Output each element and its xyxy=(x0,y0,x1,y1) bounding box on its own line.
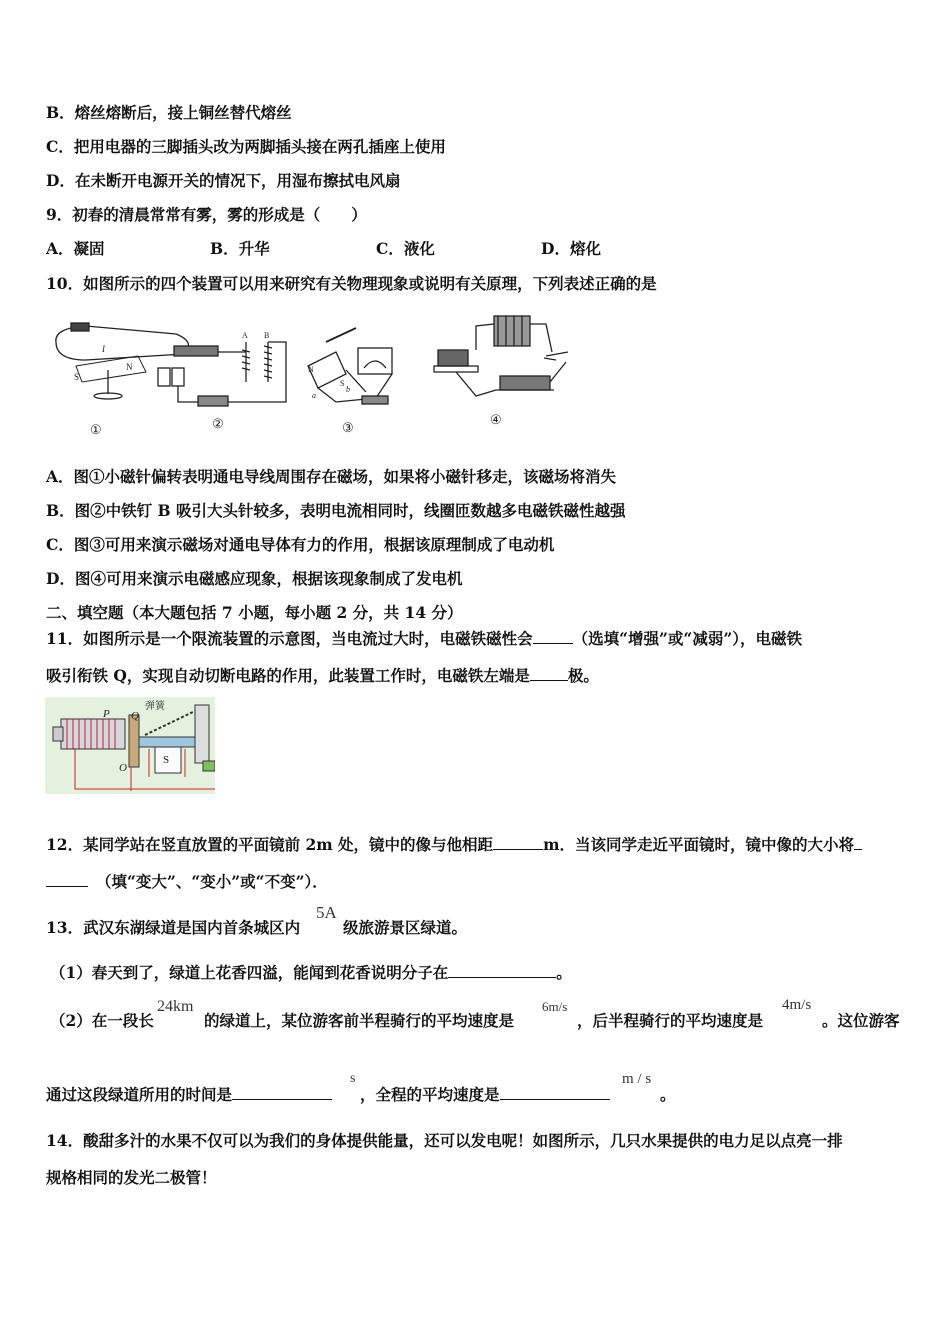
q10-option-a: A．图①小磁针偏转表明通电导线周围存在磁场，如果将小磁针移走，该磁场将消失 xyxy=(46,467,617,486)
q12-text-1a: 12．某同学站在竖直放置的平面镜前 2m 处，镜中的像与他相距 xyxy=(46,835,494,854)
q11-label-p: P xyxy=(103,708,110,720)
q14-line-2: 规格相同的发光二极管！ xyxy=(46,1168,217,1187)
q13-stem-unit: 5A xyxy=(316,903,337,922)
figure-label-3: ③ xyxy=(342,420,354,435)
q11-line-2 xyxy=(46,666,599,686)
q11-text-1b: （选填“增强”或“减弱”），电磁铁 xyxy=(572,629,802,648)
figure1-letter-n: N xyxy=(126,362,133,372)
q11-blank-1[interactable] xyxy=(533,629,573,644)
figure2-letter-b: B xyxy=(264,331,270,340)
q11-label-q: Q xyxy=(131,710,139,722)
q13-part2-distance: 24km xyxy=(157,998,194,1015)
q13-part3 xyxy=(46,1085,332,1105)
q12-text-1b: m．当该同学走近平面镜时，镜中像的大小将 xyxy=(543,835,854,854)
q11-blank-2[interactable] xyxy=(530,666,568,681)
q11-text-1a: 11．如图所示是一个限流装置的示意图，当电流过大时，电磁铁磁性会 xyxy=(46,629,533,648)
q13-blank-3[interactable] xyxy=(500,1085,610,1100)
figure1-letter-i: I xyxy=(102,344,105,354)
q12-blank-1[interactable] xyxy=(493,835,543,850)
q13-part3-text: 通过这段绿道所用的时间是 xyxy=(46,1085,233,1104)
q11-label-o: O xyxy=(119,762,127,774)
q8-option-b: B．熔丝熔断后，接上铜丝替代熔丝 xyxy=(46,103,292,122)
q13-part2-c: ，后半程骑行的平均速度是 xyxy=(577,1011,764,1030)
q13-part1-text: （1）春天到了，绿道上花香四溢，能闻到花香说明分子在 xyxy=(50,963,449,982)
figure3-letter-b: b xyxy=(346,385,350,394)
q13-part1 xyxy=(50,963,572,983)
q13-part2-b: 的绿道上，某位游客前半程骑行的平均速度是 xyxy=(204,1011,515,1030)
q8-option-c: C．把用电器的三脚插头改为两脚插头接在两孔插座上使用 xyxy=(46,137,446,156)
q13-part1-end: 。 xyxy=(556,963,572,982)
figure3-letter-s: S xyxy=(340,379,345,388)
figure-label-2: ② xyxy=(212,416,224,431)
q13-blank-2[interactable] xyxy=(232,1085,332,1100)
figure4-battery-motor xyxy=(434,316,568,396)
q13-part3-b-wrap xyxy=(360,1085,610,1105)
q12-line-2 xyxy=(46,872,328,892)
q14-line-1: 14．酸甜多汁的水果不仅可以为我们的身体提供能量，还可以发电呢！如图所示，几只水果提供的电力足以点亮一排 xyxy=(46,1131,843,1150)
q9-stem: 9．初春的清晨常常有雾，雾的形成是（ ） xyxy=(46,205,367,224)
q10-option-d: D．图④可用来演示电磁感应现象，根据该现象制成了发电机 xyxy=(46,569,463,588)
q13-stem-b: 级旅游景区绿道。 xyxy=(343,918,468,937)
q13-part3-unit-ms: m / s xyxy=(622,1071,652,1087)
figure1-wire-compass xyxy=(56,323,189,399)
figure3-letter-a: a xyxy=(312,391,316,400)
q12-line-1 xyxy=(46,835,862,855)
q11-text-2a: 吸引衔铁 Q，实现自动切断电路的作用，此装置工作时，电磁铁左端是 xyxy=(46,666,530,685)
q13-stem-a: 13．武汉东湖绿道是国内首条城区内 xyxy=(46,918,301,937)
q13-part2-a: （2）在一段长 xyxy=(50,1011,154,1030)
q13-part3-c: 。 xyxy=(660,1085,676,1104)
q13-part3-b: ，全程的平均速度是 xyxy=(360,1085,500,1104)
q10-stem: 10．如图所示的四个装置可以用来研究有关物理现象或说明有关原理，下列表述正确的是 xyxy=(46,274,657,293)
q11-label-s: S xyxy=(163,754,170,766)
q8-option-d: D．在未断开电源开关的情况下，用湿布擦拭电风扇 xyxy=(46,171,401,190)
q13-part2-speed-1: 6m/s xyxy=(542,999,568,1014)
figure1-letter-s: S xyxy=(74,372,80,382)
q11-label-spring: 弹簧 xyxy=(145,701,165,712)
section-2-heading: 二、填空题（本大题包括 7 小题，每小题 2 分，共 14 分） xyxy=(46,603,463,622)
q13-part2-speed-2: 4m/s xyxy=(782,997,812,1013)
figure-label-4: ④ xyxy=(490,412,502,427)
q11-current-limiter-figure xyxy=(45,697,215,794)
q11-line-1 xyxy=(46,629,802,649)
q10-figure xyxy=(46,312,606,442)
q9-option-d: D．熔化 xyxy=(541,239,601,258)
figure3-letter-n: N xyxy=(308,365,314,374)
q10-option-c: C．图③可用来演示磁场对通电导体有力的作用，根据该原理制成了电动机 xyxy=(46,535,555,554)
figure2-letter-a: A xyxy=(242,331,248,340)
q12-text-2b: （填“变大”、“变小”或“不变”）． xyxy=(96,872,328,891)
q12-blank-2-start[interactable] xyxy=(854,835,862,850)
q13-blank-1[interactable] xyxy=(448,963,556,978)
figure2-electromagnets xyxy=(158,331,286,406)
q13-part2-d: 。这位游客 xyxy=(822,1011,900,1030)
figure3-magnet-meter xyxy=(308,328,392,404)
q9-option-b: B．升华 xyxy=(210,239,270,258)
q11-text-2b: 极。 xyxy=(567,666,599,685)
figure-label-1: ① xyxy=(90,422,102,437)
q12-blank-2[interactable] xyxy=(46,872,88,887)
q10-option-b: B．图②中铁钉 B 吸引大头针较多，表明电流相同时，线圈匝数越多电磁铁磁性越强 xyxy=(46,501,626,520)
q13-part3-unit-s: s xyxy=(350,1071,356,1086)
q9-option-c: C．液化 xyxy=(376,239,435,258)
q9-option-a: A．凝固 xyxy=(46,239,105,258)
